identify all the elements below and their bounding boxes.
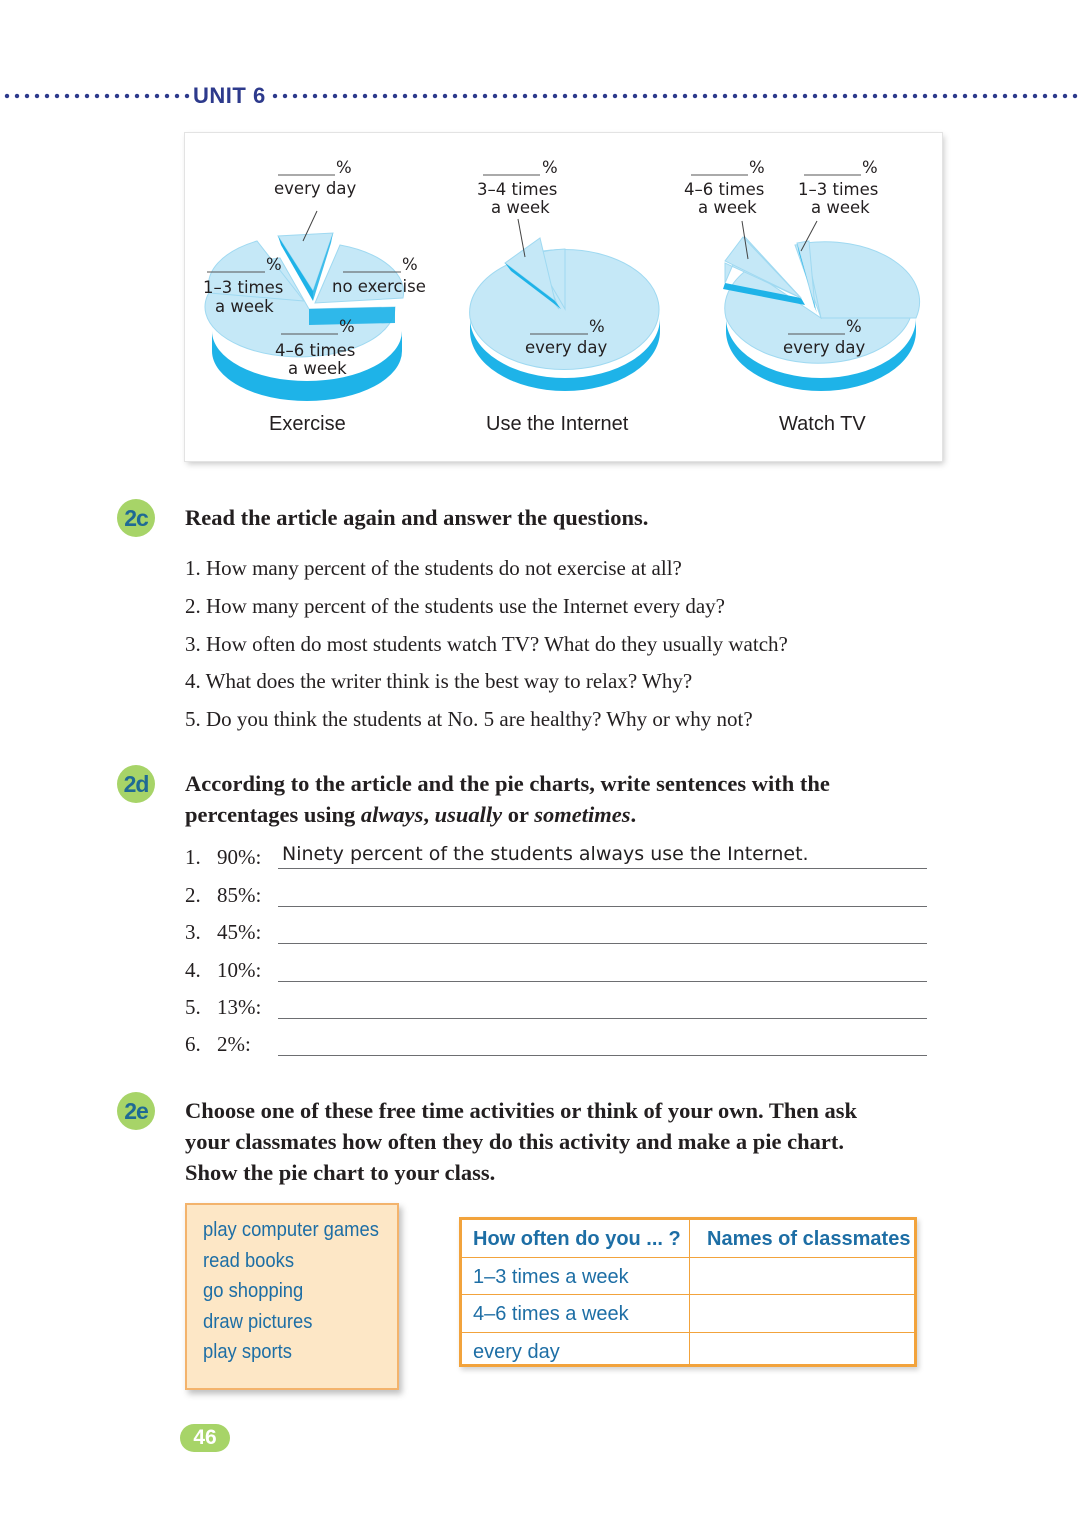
activity-list-box [185, 1203, 399, 1390]
activity-item: go shopping [203, 1280, 304, 1302]
table-column-divider [689, 1220, 690, 1364]
table-cell-names[interactable] [691, 1296, 913, 1331]
word-always: always [360, 802, 424, 827]
answer-text: Ninety percent of the students always use the Internet. [282, 843, 809, 865]
section-2c-badge: 2c [117, 499, 155, 537]
section-2e-instruction-line-2: your classmates how often they do this activity and make a pie chart. [185, 1129, 844, 1154]
answer-line[interactable] [278, 906, 927, 907]
internet-3-4-label-b: a week [491, 198, 550, 217]
pie-charts-panel [185, 133, 942, 461]
answer-line[interactable] [278, 943, 927, 944]
tv-1-3-label-a: 1–3 times [798, 180, 879, 199]
tv-1-3-label-b: a week [811, 198, 870, 217]
answer-line[interactable] [278, 1055, 927, 1056]
survey-table [459, 1217, 917, 1367]
answer-number: 1. [185, 845, 201, 869]
question-1: 1. How many percent of the students do not exercise at all? [185, 556, 682, 580]
period: . [630, 802, 637, 827]
internet-3-4-pct: % [542, 158, 558, 177]
word-sometimes: sometimes [534, 802, 631, 827]
answer-percentage: 85%: [217, 883, 262, 907]
exercise-4-6-label-a: 4–6 times [275, 341, 356, 360]
exercise-every-day-label: every day [274, 179, 357, 198]
tv-every-day-pct: % [846, 317, 862, 336]
unit-header [0, 84, 1080, 112]
exercise-1-3-pct: % [266, 255, 282, 274]
page-number: 46 [180, 1424, 230, 1452]
exercise-4-6-pct: % [339, 317, 355, 336]
tv-4-6-pct: % [749, 158, 765, 177]
table-cell-frequency: 4–6 times a week [473, 1303, 629, 1325]
answer-percentage: 2%: [217, 1032, 251, 1056]
dotted-rule-left [2, 92, 190, 100]
answer-row-6 [185, 1032, 927, 1062]
separator: or [502, 802, 535, 827]
section-2e-instruction-line-3: Show the pie chart to your class. [185, 1160, 496, 1185]
table-header-frequency: How often do you ... ? [473, 1228, 681, 1250]
tv-title: Watch TV [779, 413, 866, 435]
activity-item: play sports [203, 1341, 292, 1363]
tv-4-6-label-a: 4–6 times [684, 180, 765, 199]
tv-1-3-pct: % [862, 158, 878, 177]
answer-number: 3. [185, 920, 201, 944]
section-2d-badge: 2d [117, 765, 155, 803]
word-usually: usually [434, 802, 503, 827]
section-2e-badge: 2e [117, 1092, 155, 1130]
tv-4-6-label-b: a week [698, 198, 757, 217]
table-cell-names[interactable] [691, 1259, 913, 1294]
question-5: 5. Do you think the students at No. 5 are healthy? Why or why not? [185, 707, 753, 731]
question-4: 4. What does the writer think is the best way to relax? Why? [185, 669, 693, 693]
table-header-names: Names of classmates [707, 1228, 911, 1250]
answer-row-2 [185, 883, 927, 913]
exercise-every-day-pct: % [336, 158, 352, 177]
exercise-title: Exercise [269, 413, 346, 435]
table-cell-names[interactable] [691, 1334, 913, 1364]
tv-every-day-label: every day [783, 338, 866, 357]
instruction-text: percentages using [185, 802, 361, 827]
answer-line[interactable] [278, 981, 927, 982]
table-cell-frequency: 1–3 times a week [473, 1266, 629, 1288]
internet-pie [470, 158, 660, 435]
answer-row-4 [185, 958, 927, 988]
answer-line[interactable] [278, 868, 927, 869]
question-2: 2. How many percent of the students use the Internet every day? [185, 594, 725, 618]
internet-every-day-label: every day [525, 338, 608, 357]
answer-percentage: 90%: [217, 845, 262, 869]
activity-item: draw pictures [203, 1311, 313, 1333]
exercise-1-3-label-a: 1–3 times [203, 278, 284, 297]
answer-line[interactable] [278, 1018, 927, 1019]
section-2c-instruction: Read the article again and answer the questions. [185, 505, 649, 530]
answer-percentage: 13%: [217, 995, 262, 1019]
answer-row-1 [185, 845, 927, 875]
answer-row-5 [185, 995, 927, 1025]
answer-percentage: 45%: [217, 920, 262, 944]
internet-3-4-label-a: 3–4 times [477, 180, 558, 199]
answer-number: 4. [185, 958, 201, 982]
exercise-no-exercise-pct: % [402, 255, 418, 274]
internet-every-day-pct: % [589, 317, 605, 336]
tv-pie [684, 158, 920, 435]
exercise-pie [203, 158, 426, 435]
question-3: 3. How often do most students watch TV? What do they usually watch? [185, 632, 788, 656]
activity-item: read books [203, 1250, 295, 1272]
tv-slice-every-day-right [805, 242, 920, 318]
section-2d-instruction-line-1: According to the article and the pie charts, write sentences with the [185, 771, 830, 796]
exercise-no-exercise-label: no exercise [332, 277, 426, 296]
pie-charts-figure [185, 133, 942, 461]
exercise-1-3-label-b: a week [215, 297, 274, 316]
answer-number: 2. [185, 883, 201, 907]
section-2e-instruction-line-1: Choose one of these free time activities or think of your own. Then ask [185, 1098, 858, 1123]
internet-title: Use the Internet [486, 413, 629, 435]
dotted-rule-right [270, 92, 1080, 100]
table-cell-frequency: every day [473, 1341, 560, 1363]
answer-number: 6. [185, 1032, 201, 1056]
unit-label: UNIT 6 [193, 83, 266, 108]
separator: , [423, 802, 435, 827]
answer-number: 5. [185, 995, 201, 1019]
answer-percentage: 10%: [217, 958, 262, 982]
answer-row-3 [185, 920, 927, 950]
section-2d-instruction-line-2 [185, 799, 636, 830]
activity-item: play computer games [203, 1219, 379, 1241]
exercise-4-6-label-b: a week [288, 359, 347, 378]
